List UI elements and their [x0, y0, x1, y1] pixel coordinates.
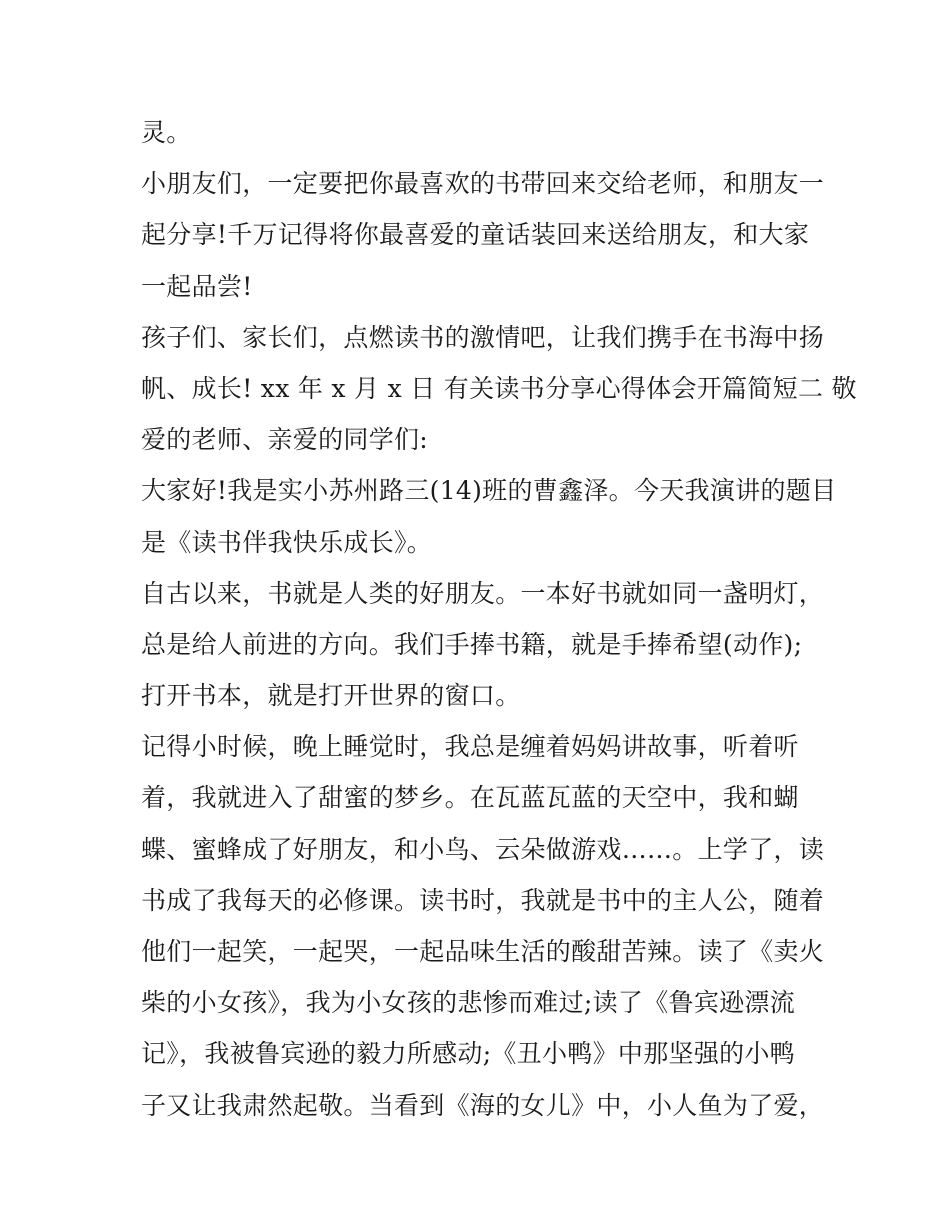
text-line: 灵。: [141, 118, 192, 147]
text-line: 总是给人前进的方向。我们手捧书籍，就是手捧希望(动作);: [141, 629, 803, 659]
text-line: 记得小时候，晚上睡觉时，我总是缠着妈妈讲故事，听着听: [141, 732, 799, 762]
text-line: 小朋友们，一定要把你最喜欢的书带回来交给老师，和朋友一: [141, 169, 825, 199]
text-line: 自古以来，书就是人类的好朋友。一本好书就如同一盏明灯，: [141, 578, 825, 608]
text-line: 他们一起笑，一起哭，一起品味生活的酸甜苦辣。读了《卖火: [141, 937, 825, 966]
text-line: 是《读书伴我快乐成长》。: [141, 527, 433, 557]
text-line: 书成了我每天的必修课。读书时，我就是书中的主人公，随着: [141, 885, 825, 915]
text-line: 着，我就进入了甜蜜的梦乡。在瓦蓝瓦蓝的天空中，我和蝴: [141, 783, 799, 813]
text-line: 孩子们、家长们，点燃读书的激情吧，让我们携手在书海中扬: [141, 322, 825, 352]
body-text: [141, 107, 857, 1131]
text-line: 打开书本，就是打开世界的窗口。: [141, 681, 521, 711]
text-line: 子又让我肃然起敬。当看到《海的女儿》中，小人鱼为了爱，: [141, 1090, 825, 1120]
text-line: 起分享!千万记得将你最喜爱的童话装回来送给朋友，和大家: [141, 220, 810, 250]
text-line: 帆、成长! xx 年 x 月 x 日 有关读书分享心得体会开篇简短二 敬: [141, 373, 857, 403]
text-line: 柴的小女孩》，我为小女孩的悲惨而难过;读了《鲁宾逊漂流: [141, 988, 796, 1018]
text-line: 一起品尝!: [141, 271, 253, 301]
text-line: 大家好!我是实小苏州路三(14)班的曹鑫泽。今天我演讲的题目: [141, 476, 837, 506]
text-line: 蝶、蜜蜂成了好朋友，和小鸟、云朵做游戏……。上学了，读: [141, 834, 825, 864]
text-line: 爱的老师、亲爱的同学们:: [141, 425, 429, 455]
text-line: 记》，我被鲁宾逊的毅力所感动;《丑小鸭》中那坚强的小鸭: [141, 1039, 796, 1069]
